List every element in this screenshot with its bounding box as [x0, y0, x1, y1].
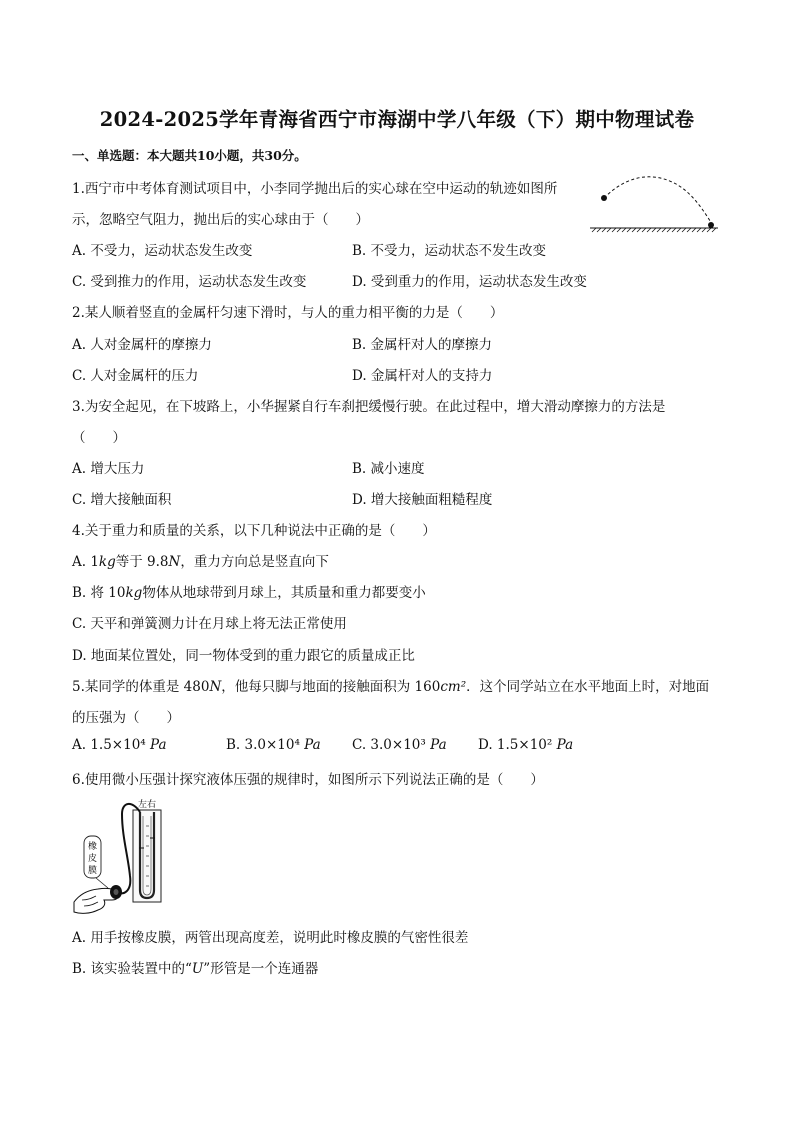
question-2-stem: 2.某人顺着竖直的金属杆匀速下滑时，与人的重力相平衡的力是（ ） [72, 305, 504, 321]
question-4-option-d: D. 地面某位置处，同一物体受到的重力跟它的质量成正比 [72, 648, 415, 664]
end-ball [708, 222, 714, 228]
stem-middle: ，他每只脚与地面的接触面积为 160 [221, 679, 441, 695]
question-1-option-d: D. 受到重力的作用，运动状态发生改变 [352, 274, 587, 290]
question-1-option-a: A. 不受力，运动状态发生改变 [72, 243, 253, 259]
unit-kg: kg [98, 554, 116, 570]
unit-pa: Pa [304, 737, 321, 753]
question-3-option-c: C. 增大接触面积 [72, 492, 172, 508]
question-3-option-a: A. 增大压力 [72, 461, 145, 477]
membrane-label-char: 橡 [87, 842, 98, 852]
question-2-option-a: A. 人对金属杆的摩擦力 [72, 337, 212, 353]
question-6-stem: 6.使用微小压强计探究液体压强的规律时，如图所示下列说法正确的是（ ） [72, 772, 544, 788]
var-u: U [191, 961, 204, 977]
question-4-stem: 4.关于重力和质量的关系，以下几种说法中正确的是（ ） [72, 523, 436, 539]
trajectory-curve [604, 177, 712, 224]
question-2-option-d: D. 金属杆对人的支持力 [352, 368, 493, 384]
question-4-option-a [72, 550, 329, 570]
option-a-middle: 等于 9.8 [115, 554, 169, 570]
unit-cm2: cm² [440, 679, 467, 695]
question-5-option-d [478, 737, 573, 753]
option-b-prefix: B. 将 10 [72, 585, 126, 601]
question-3-option-b: B. 减小速度 [352, 461, 425, 477]
question-1-stem-line2: 示，忽略空气阻力，抛出后的实心球由于（ ） [72, 212, 369, 228]
question-2-option-c: C. 人对金属杆的压力 [72, 368, 199, 384]
start-ball [601, 195, 607, 201]
section-heading: 一、单选题：本大题共10小题，共30分。 [72, 148, 307, 163]
question-5-option-b [226, 737, 321, 753]
unit-n: N [168, 554, 181, 570]
stem-suffix: ．这个同学站立在水平地面上时，对地面 [466, 679, 710, 695]
question-3-stem-line1: 3.为安全起见，在下坡路上，小华握紧自行车刹把缓慢行驶。在此过程中，增大滑动摩擦力的方法是 [72, 399, 666, 415]
question-5-stem-line1 [72, 675, 709, 695]
option-a-suffix: ，重力方向总是竖直向下 [180, 554, 329, 570]
question-5-option-a [72, 737, 167, 753]
page-title: 2024-2025学年青海省西宁市海湖中学八年级（下）期中物理试卷 [99, 108, 695, 131]
option-b-suffix: 物体从地球带到月球上，其质量和重力都要变小 [142, 585, 426, 601]
question-6-option-a: A. 用手按橡皮膜，两管出现高度差，说明此时橡皮膜的气密性很差 [72, 930, 469, 946]
ground-hatching [592, 228, 716, 232]
unit-kg: kg [125, 585, 143, 601]
label-pointer [96, 878, 108, 888]
stem-prefix: 5.某同学的体重是 480 [72, 679, 210, 695]
ball-trajectory-figure [588, 174, 722, 234]
question-5-option-c [352, 737, 447, 753]
unit-n: N [209, 679, 222, 695]
unit-pa: Pa [430, 737, 447, 753]
pressure-gauge-figure [72, 796, 172, 920]
option-a-prefix: A. 1 [72, 554, 99, 570]
option-b-prefix: B. 该实验装置中的“ [72, 961, 192, 977]
option-value: C. 3.0×10³ [352, 737, 431, 753]
unit-pa: Pa [556, 737, 574, 753]
question-5-stem-line2: 的压强为（ ） [72, 710, 180, 726]
question-1-option-c: C. 受到推力的作用，运动状态发生改变 [72, 274, 307, 290]
question-3-option-d: D. 增大接触面粗糙程度 [352, 492, 493, 508]
option-value: B. 3.0×10⁴ [226, 737, 305, 753]
question-4-option-b [72, 581, 426, 601]
question-1-stem-line1: 1.西宁市中考体育测试项目中，小李同学抛出后的实心球在空中运动的轨迹如图所 [72, 181, 558, 197]
question-6-option-b [72, 957, 318, 977]
question-4-option-c: C. 天平和弹簧测力计在月球上将无法正常使用 [72, 616, 347, 632]
question-2-option-b: B. 金属杆对人的摩擦力 [352, 337, 493, 353]
membrane-label-char: 皮 [87, 854, 98, 864]
left-right-label: 左右 [137, 800, 157, 810]
unit-pa: Pa [150, 737, 167, 753]
option-b-suffix: ”形管是一个连通器 [203, 961, 319, 977]
option-value: A. 1.5×10⁴ [72, 737, 150, 753]
membrane-label-char: 膜 [87, 866, 98, 876]
question-3-stem-line2: （ ） [72, 430, 126, 446]
option-value: D. 1.5×10² [478, 737, 557, 753]
question-1-option-b: B. 不受力，运动状态不发生改变 [352, 243, 547, 259]
